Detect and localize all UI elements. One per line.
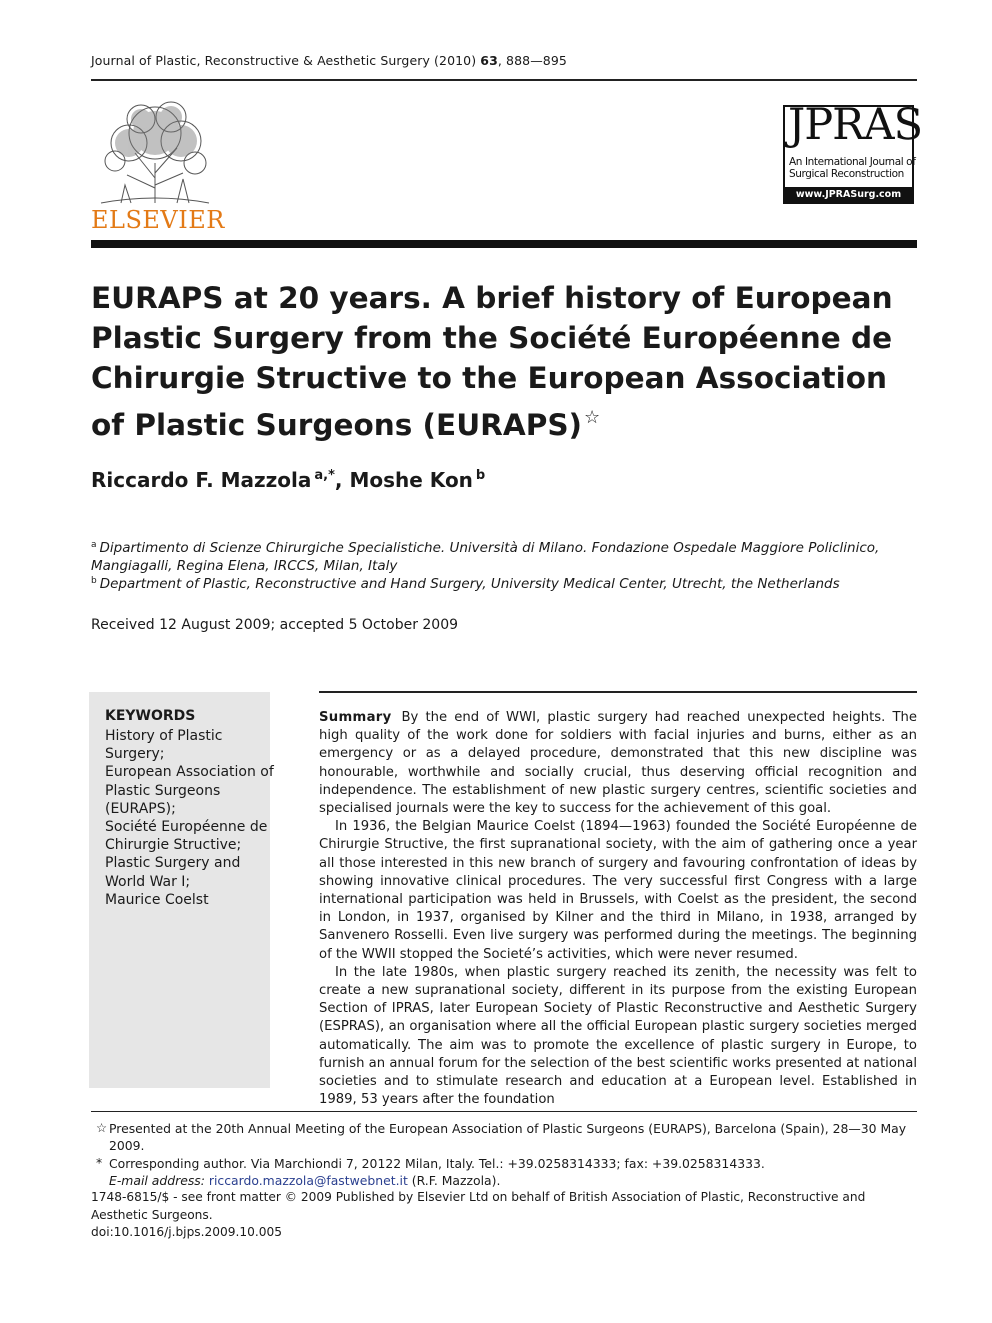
summary-paragraph: In 1936, the Belgian Maurice Coelst (1894—1963) founded the Société Européenne de Chirurgie Structive, the first supranational society, with the aim of gathering once a year all those interested in this new branch of surgery and favouring confrontation of ideas by showing innovative clinical procedures. The very successful first Congress with a large international participation was held in Brussels, with Coelst as the president, the second in London, in 1937, organised by Kilner and the third in Milano, in 1938, arranged by Sanvenero Rosselli. Even live surgery was performed during the meetings. The beginning of the WWII stopped the Societé’s activities, which were never resumed. (319, 819, 917, 962)
summary-label: Summary (319, 710, 392, 725)
author-name: Moshe Kon (349, 468, 473, 492)
journal-volume: 63 (480, 53, 498, 68)
footnote-email: E-mail address: riccardo.mazzola@fastwebnet.it (R.F. Mazzola). (109, 1173, 501, 1189)
summary-rule (319, 691, 917, 693)
footnote-rule (91, 1111, 917, 1112)
summary-body (319, 709, 917, 1109)
affiliation-b: $^b$ Department of Plastic, Reconstructive and Hand Surgery, University Medical Center, Utrecht, the Netherlands (91, 576, 840, 592)
keyword-item: Société Européenne de Chirurgie Structive; (105, 819, 268, 854)
jpras-url: www.JPRASurg.com (785, 187, 912, 202)
footnote-presented: ☆ Presented at the 20th Annual Meeting of the European Association of Plastic Surgeons (EURAPS), Barcelona (Spain), 28—30 May 2009. (96, 1120, 907, 1154)
affiliation-a: $^a$ Dipartimento di Scienze Chirurgiche Specialistiche. Università di Milano. Fondazione Ospedale Maggiore Policlinico, Mangiagalli, Regina Elena, IRCCS, Milan, Italy (91, 540, 880, 574)
keywords-list (105, 727, 275, 909)
footnotes (91, 1120, 917, 1190)
keywords-heading: KEYWORDS (105, 708, 196, 724)
copyright-line: 1748-6815/$ - see front matter © 2009 Published by Elsevier Ltd on behalf of British Association of Plastic, Reconstructive and Aesthetic Surgeons. (91, 1190, 866, 1222)
author-name: Riccardo F. Mazzola (91, 468, 312, 492)
author-list: Riccardo F. Mazzola $^{a,*}$, Moshe Kon $^b$ (91, 468, 486, 492)
journal-citation: Journal of Plastic, Reconstructive & Aesthetic Surgery (2010) 63, 888—895 (91, 53, 567, 68)
title-note-mark: ☆ (584, 407, 601, 428)
footnote-corresponding: * Corresponding author. Via Marchiondi 7, 20122 Milan, Italy. Tel.: +39.0258314333; fax: +39.0258314333. (96, 1154, 765, 1171)
keyword-item: Plastic Surgery and World War I; (105, 855, 241, 890)
keyword-item: History of Plastic Surgery; (105, 728, 223, 763)
author-affil-mark: a,* (314, 468, 335, 483)
received-dates: Received 12 August 2009; accepted 5 October 2009 (91, 617, 459, 633)
copyright-block (91, 1189, 921, 1242)
summary-paragraph: Summary By the end of WWI, plastic surgery had reached unexpected heights. The high quality of the work done for soldiers with facial injuries and burns, either as an emergency or as a delayed procedure, demonstrated that this new discipline was honourable, worthwhile and socially crucial, thus deserving official recognition and independence. The establishment of new plastic surgery centres, scientific societies and specialised journals were the key to success for the achievement of this goal. (319, 710, 917, 817)
elsevier-wordmark: ELSEVIER (91, 206, 225, 234)
article-title: EURAPS at 20 years. A brief history of European Plastic Surgery from the Société Européenne de Chirurgie Structive to the European Association of Plastic Surgeons (EURAPS) ☆ (91, 281, 893, 442)
doi-line: doi:10.1016/j.bjps.2009.10.005 (91, 1225, 283, 1239)
email-link[interactable]: riccardo.mazzola@fastwebnet.it (208, 1173, 408, 1189)
title-rule (91, 240, 917, 248)
header-rule (91, 79, 917, 81)
jpras-title: JPRAS (788, 100, 923, 150)
jpras-subtitle: An International Journal of Surgical Reconstruction (789, 156, 916, 180)
author-affil-mark: b (475, 468, 486, 483)
summary-paragraph: In the late 1980s, when plastic surgery reached its zenith, the necessity was felt to create a new supranational society, different in its purpose from the existing European Section of IPRAS, later European Society of Plastic Reconstructive and Aesthetic Surgery (ESPRAS), an organisation where all the official European plastic surgery societies merged automatically. The aim was to promote the excellence of plastic surgery in Europe, to furnish an annual forum for the selection of the best scientific works presented at national societies and to stimulate research and education at a European level. Established in 1989, 53 years after the foundation (319, 964, 917, 1108)
keyword-item: Maurice Coelst (105, 891, 209, 908)
keyword-item: European Association of Plastic Surgeons (EURAPS); (105, 764, 274, 817)
